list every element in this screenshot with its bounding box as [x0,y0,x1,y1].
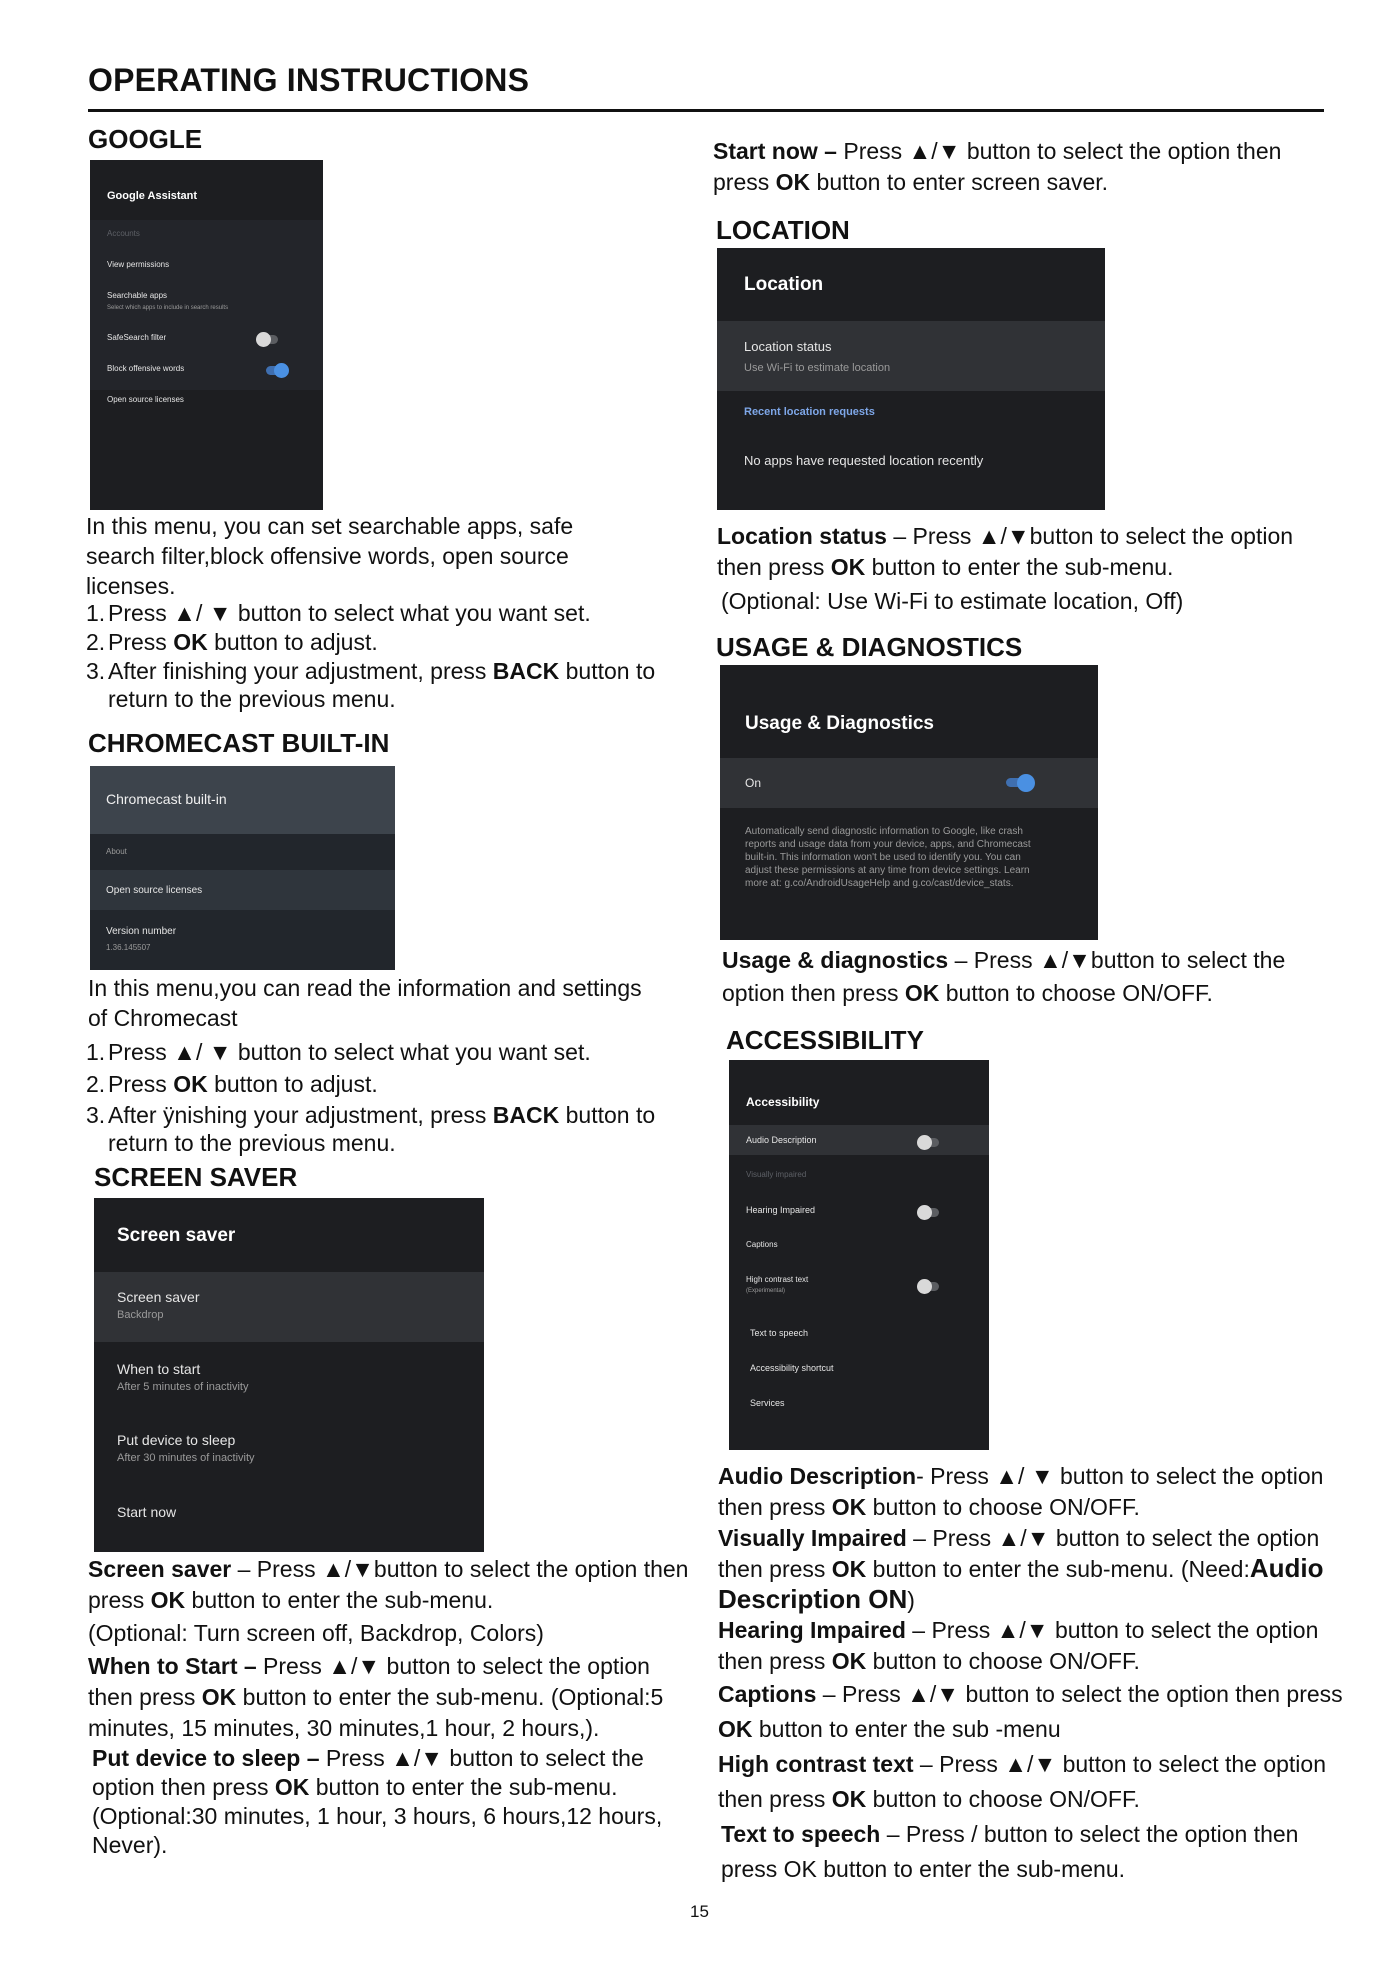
screen-saver-text [88,1554,698,1860]
screen-title: Usage & Diagnostics [745,713,934,734]
accessibility-shortcut-item: Accessibility shortcut [750,1363,834,1373]
screen-saver-item: Screen saver [117,1289,200,1305]
chromecast-screen [90,766,395,970]
high-contrast-item: High contrast text [746,1275,809,1284]
location-status-value: Use Wi-Fi to estimate location [744,362,891,374]
version-value: 1.36.145507 [106,943,151,952]
screen-title: Screen saver [117,1225,236,1246]
open-source-item: Open source licenses [106,885,203,896]
version-label: Version number [106,926,177,937]
screen-saver-optional: (Optional: Turn screen off, Backdrop, Colors) [88,1620,544,1646]
screen-saver-value: Backdrop [117,1309,164,1321]
diagnostics-description: Automatically send diagnostic information to Google, like crash reports and usage data from your device, apps, and Chromecast built-in. This information won't be used to identify you. You can adjust these permissions at any time from device settings. Learn more at: g.co/AndroidUsageHelp and g.co/cast/device_stats. [745,826,1031,889]
services-item: Services [750,1398,785,1408]
location-status-item: Location status [744,339,832,354]
accounts-item: Accounts [107,229,140,238]
text-to-speech-desc: Text to speech – Press / button to select the option then press OK button to enter the sub-menu. [721,1821,1299,1882]
start-now-desc: Start now – Press ▲/▼ button to select the option then press OK button to enter screen saver. [713,138,1282,195]
captions-desc: Captions – Press ▲/▼ button to select the option then press OK button to enter the sub -menu [718,1681,1343,1742]
usage-diagnostics-screen [720,665,1098,940]
visually-impaired-desc: Visually Impaired – Press ▲/▼ button to select the option then press OK button to enter the sub-menu. (Need:Audio Description ON) [718,1525,1324,1614]
location-screen [717,248,1105,510]
accessibility-screen [729,1060,989,1450]
google-assistant-screen [90,160,323,510]
step-2: 2. Press OK button to adjust. [86,1071,378,1097]
about-label: About [106,847,127,856]
safesearch-toggle [258,335,278,344]
google-heading: GOOGLE [88,124,203,154]
block-offensive-item: Block offensive words [107,364,185,373]
screen-saver-screen [94,1198,484,1552]
no-apps-text: No apps have requested location recently [744,453,984,468]
block-offensive-toggle [266,366,286,375]
recent-requests-label: Recent location requests [744,406,875,418]
chromecast-steps [86,1037,706,1158]
safesearch-item: SafeSearch filter [107,333,167,342]
captions-item: Captions [746,1240,778,1249]
put-to-sleep-value: After 30 minutes of inactivity [117,1452,255,1464]
audio-description-item: Audio Description [746,1135,817,1145]
title-divider [88,109,1324,112]
accessibility-text [718,1461,1348,1887]
audio-description-desc: Audio Description- Press ▲/ ▼ button to select the option then press OK button to choose ON/OFF. [718,1463,1324,1520]
screen-saver-desc: Screen saver – Press ▲/▼button to select the option then press OK button to enter the sub-menu. [88,1556,689,1613]
screen-title: Chromecast built-in [106,791,227,807]
hearing-impaired-toggle [919,1208,939,1217]
start-now-item: Start now [117,1504,177,1520]
usage-heading: USAGE & DIAGNOSTICS [716,632,1023,662]
searchable-apps-item: Searchable apps [107,291,168,300]
when-to-start-value: After 5 minutes of inactivity [117,1381,249,1393]
experimental-label: (Experimental) [746,1288,786,1294]
page-title: OPERATING INSTRUCTIONS [88,62,530,98]
location-optional: (Optional: Use Wi-Fi to estimate location, Off) [721,588,1184,614]
chromecast-heading: CHROMECAST BUILT-IN [88,728,390,758]
visually-impaired-item: Visually impaired [746,1170,807,1179]
high-contrast-desc: High contrast text – Press ▲/▼ button to select the option then press OK button to choose ON/OFF. [718,1751,1327,1812]
location-text [717,521,1337,619]
searchable-apps-sub: Select which apps to include in search results [107,305,229,311]
screen-title: Accessibility [746,1095,820,1109]
screen-saver-heading: SCREEN SAVER [94,1162,298,1192]
hearing-impaired-item: Hearing Impaired [746,1205,816,1215]
screen-title: Google Assistant [107,190,198,202]
view-permissions-item: View permissions [107,260,170,269]
page-number: 15 [690,1902,709,1921]
when-to-start-desc: When to Start – Press ▲/▼ button to select the option then press OK button to enter the sub-menu. (Optional:5 minutes, 15 minutes, 30 minutes,1 hour, 2 hours,). [88,1653,664,1741]
when-to-start-item: When to start [117,1361,201,1377]
google-steps [86,599,706,714]
hearing-impaired-desc: Hearing Impaired – Press ▲/▼ button to select the option then press OK button to choose ON/OFF. [718,1617,1319,1674]
step-1: 1. Press ▲/ ▼ button to select what you want set. [86,600,591,626]
accessibility-heading: ACCESSIBILITY [726,1025,924,1055]
audio-description-toggle [919,1138,939,1147]
open-source-item: Open source licenses [107,395,184,404]
chromecast-intro: In this menu,you can read the information and settings of Chromecast [88,975,642,1031]
on-item: On [745,776,762,790]
location-heading: LOCATION [716,215,850,245]
usage-toggle [1006,778,1032,787]
step-3: 3. After finishing your adjustment, press BACK button to return to the previous menu. [86,658,656,712]
google-intro: In this menu, you can set searchable apps, safe search filter,block offensive words, open source licenses. [86,513,574,599]
high-contrast-toggle [919,1282,939,1291]
step-2: 2. Press OK button to adjust. [86,629,378,655]
put-to-sleep-desc: Put device to sleep – Press ▲/▼ button to select the option then press OK button to enter the sub-menu. (Optional:30 minutes, 1 hour, 3 hours, 6 hours,12 hours, Never). [92,1745,663,1858]
text-to-speech-item: Text to speech [750,1328,809,1338]
usage-desc: Usage & diagnostics – Press ▲/▼button to select the option then press OK button to choose ON/OFF. [722,947,1286,1006]
step-3: 3. After ÿnishing your adjustment, press BACK button to return to the previous menu. [86,1102,656,1156]
screen-title: Location [744,274,824,295]
location-status-desc: Location status – Press ▲/▼button to select the option then press OK button to enter the sub-menu. [717,523,1294,580]
step-1: 1. Press ▲/ ▼ button to select what you want set. [86,1039,591,1065]
put-to-sleep-item: Put device to sleep [117,1432,236,1448]
